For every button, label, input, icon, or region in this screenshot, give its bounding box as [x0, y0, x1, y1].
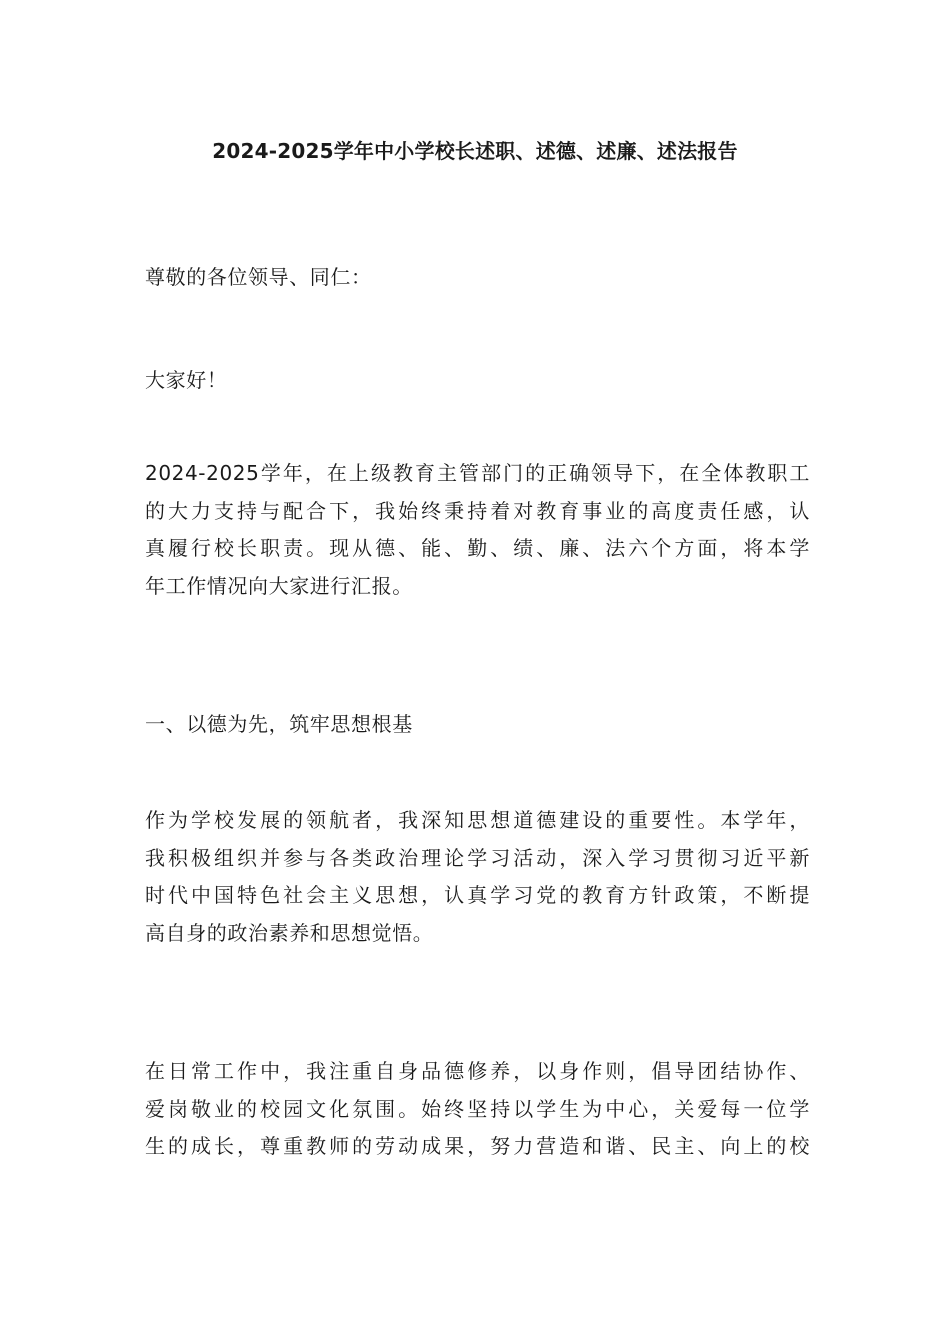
paragraph-line: 真履行校长职责。现从德、能、勤、绩、廉、法六个方面，将本学 [145, 536, 810, 560]
section-heading [145, 706, 810, 744]
section-heading-text: 一、以德为先，筑牢思想根基 [145, 712, 413, 736]
paragraph-line: 我积极组织并参与各类政治理论学习活动，深入学习贯彻习近平新 [145, 845, 810, 870]
intro-paragraph [145, 455, 810, 605]
paragraph-line: 年工作情况向大家进行汇报。 [145, 573, 413, 598]
paragraph-line: 在日常工作中，我注重自身品德修养，以身作则，倡导团结协作、 [145, 1059, 810, 1083]
paragraph-line: 生的成长，尊重教师的劳动成果，努力营造和谐、民主、向上的校 [145, 1134, 810, 1158]
paragraph-line: 爱岗敬业的校园文化氛围。始终坚持以学生为中心，关爱每一位学 [145, 1096, 810, 1121]
section-paragraph [145, 1053, 810, 1166]
section-paragraph [145, 802, 810, 952]
salutation-text: 尊敬的各位领导、同仁： [145, 265, 372, 289]
paragraph-line: 高自身的政治素养和思想觉悟。 [145, 920, 434, 945]
salutation [145, 259, 810, 297]
paragraph-line: 的大力支持与配合下，我始终秉持着对教育事业的高度责任感，认 [145, 498, 810, 523]
greeting-text: 大家好！ [145, 368, 228, 392]
paragraph-line: 作为学校发展的领航者，我深知思想道德建设的重要性。本学年， [145, 808, 810, 832]
paragraph-line: 时代中国特色社会主义思想，认真学习党的教育方针政策，不断提 [145, 883, 810, 907]
document-title: 2024-2025学年中小学校长述职、述德、述廉、述法报告 [212, 139, 738, 163]
paragraph-line: 2024-2025学年，在上级教育主管部门的正确领导下，在全体教职工 [145, 461, 810, 485]
greeting [145, 362, 810, 400]
